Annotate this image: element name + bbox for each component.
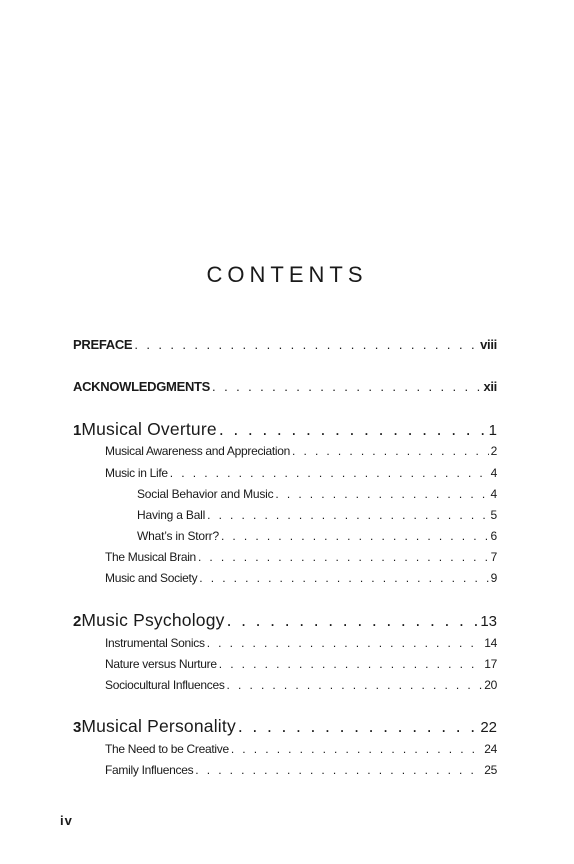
page-title: CONTENTS	[206, 262, 368, 287]
toc-section[interactable]	[105, 763, 497, 777]
section-label: Music and Society	[105, 571, 198, 585]
chapter-page: 13	[480, 613, 497, 630]
section-page: 17	[484, 657, 497, 671]
toc-entry-page: xii	[483, 379, 497, 394]
section-label: Music in Life	[105, 466, 168, 480]
toc-section[interactable]	[105, 636, 497, 650]
section-page: 9	[490, 571, 497, 585]
dot-leader	[221, 529, 489, 543]
dot-leader	[170, 466, 489, 480]
dot-leader	[195, 763, 482, 777]
dot-leader	[134, 337, 478, 352]
dot-leader	[292, 444, 489, 458]
chapter-number: 1	[73, 422, 82, 439]
toc-entry-acknowledgments[interactable]	[73, 379, 497, 394]
toc-chapter-2[interactable]	[73, 610, 497, 631]
section-label: Nature versus Nurture	[105, 657, 217, 671]
section-label: Musical Awareness and Appreciation	[105, 444, 291, 458]
subsection-page: 4	[490, 487, 497, 501]
section-page: 25	[484, 763, 497, 777]
chapter-page: 1	[488, 422, 497, 439]
toc-entry-page: viii	[480, 337, 497, 352]
toc-chapter-3[interactable]	[73, 716, 497, 737]
subsection-label: Social Behavior and Music	[137, 487, 274, 501]
toc-subsection[interactable]	[137, 508, 497, 522]
dot-leader	[227, 610, 479, 631]
section-page: 14	[484, 636, 497, 650]
dot-leader	[227, 678, 483, 692]
section-page: 20	[484, 678, 497, 692]
toc-entry-label: PREFACE	[73, 337, 133, 352]
dot-leader	[219, 419, 487, 440]
toc-entry-preface[interactable]	[73, 337, 497, 352]
toc-section[interactable]	[105, 444, 497, 458]
dot-leader	[212, 379, 481, 394]
toc-section[interactable]	[105, 571, 497, 585]
toc-subsection[interactable]	[137, 529, 497, 543]
section-page: 4	[490, 466, 497, 480]
section-label: Instrumental Sonics	[105, 636, 205, 650]
section-page: 7	[490, 550, 497, 564]
dot-leader	[275, 487, 488, 501]
toc-entry-label: ACKNOWLEDGMENTS	[73, 379, 211, 394]
toc-chapter-1[interactable]	[73, 419, 497, 440]
subsection-page: 5	[490, 508, 497, 522]
section-label: Family Influences	[105, 763, 194, 777]
toc-subsection[interactable]	[137, 487, 497, 501]
page-number: iv	[60, 813, 73, 828]
section-label: The Need to be Creative	[105, 742, 229, 756]
chapter-title: Musical Personality	[81, 716, 236, 736]
dot-leader	[198, 550, 489, 564]
chapter-number: 3	[73, 719, 82, 736]
dot-leader	[231, 742, 482, 756]
dot-leader	[238, 716, 478, 737]
section-label: Sociocultural Influences	[105, 678, 225, 692]
dot-leader	[219, 657, 483, 671]
section-label: The Musical Brain	[105, 550, 196, 564]
chapter-title: Musical Overture	[81, 419, 217, 439]
dot-leader	[207, 636, 483, 650]
toc-section[interactable]	[105, 678, 497, 692]
section-page: 24	[484, 742, 497, 756]
dot-leader	[199, 571, 488, 585]
subsection-label: What’s in Storr?	[137, 529, 219, 543]
toc-section[interactable]	[105, 742, 497, 756]
dot-leader	[207, 508, 488, 522]
chapter-number: 2	[73, 613, 82, 630]
section-page: 2	[490, 444, 497, 458]
chapter-title: Music Psychology	[81, 610, 225, 630]
toc-section[interactable]	[105, 550, 497, 564]
chapter-page: 22	[480, 719, 497, 736]
toc-section[interactable]	[105, 466, 497, 480]
toc-section[interactable]	[105, 657, 497, 671]
subsection-label: Having a Ball	[137, 508, 206, 522]
subsection-page: 6	[490, 529, 497, 543]
